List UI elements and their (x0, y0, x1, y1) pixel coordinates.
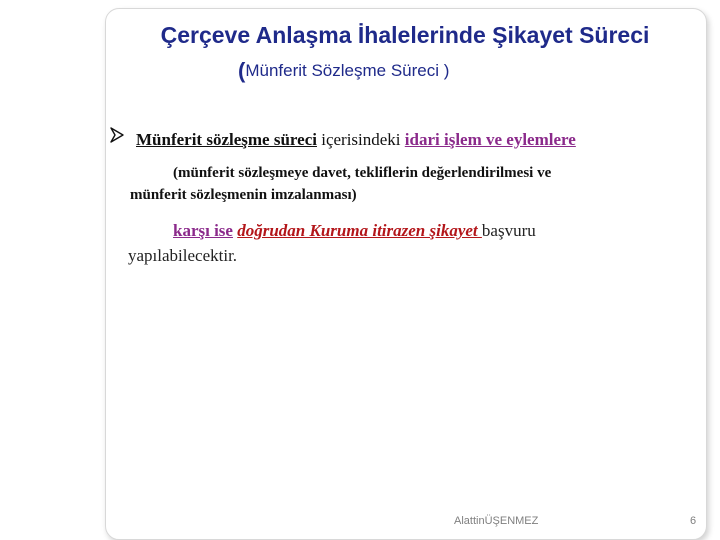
arrow-bullet-icon (110, 127, 124, 143)
slide-title: Çerçeve Anlaşma İhalelerinde Şikayet Süreci (160, 22, 650, 48)
appeal-purple-text: karşı ise (173, 221, 233, 240)
paren-note (130, 162, 690, 206)
appeal-red-text: doğrudan Kuruma itirazen şikayet (237, 221, 482, 240)
slide-frame (105, 8, 707, 540)
slide-subtitle (238, 58, 449, 84)
appeal-line2: yapılabilecektir. (128, 246, 238, 265)
bullet-bold-text: Münferit sözleşme süreci (136, 130, 317, 149)
appeal-tail-text: başvuru (481, 221, 536, 240)
paren-note-line1: (münferit sözleşmeye davet, tekliflerin değerlendirilmesi ve (173, 165, 552, 181)
subtitle-text: Münferit Sözleşme Süreci ) (245, 61, 450, 80)
bullet-text (136, 130, 576, 150)
bullet-middle-text: içerisindeki (316, 130, 405, 149)
bullet-purple-text: idari işlem ve eylemlere (404, 130, 576, 149)
page-number: 6 (690, 515, 697, 527)
appeal-text (128, 218, 688, 268)
subtitle-open-paren: ( (238, 58, 246, 83)
footer-author: AlattinÜŞENMEZ (454, 515, 539, 527)
paren-note-line2: münferit sözleşmenin imzalanması) (130, 187, 357, 203)
